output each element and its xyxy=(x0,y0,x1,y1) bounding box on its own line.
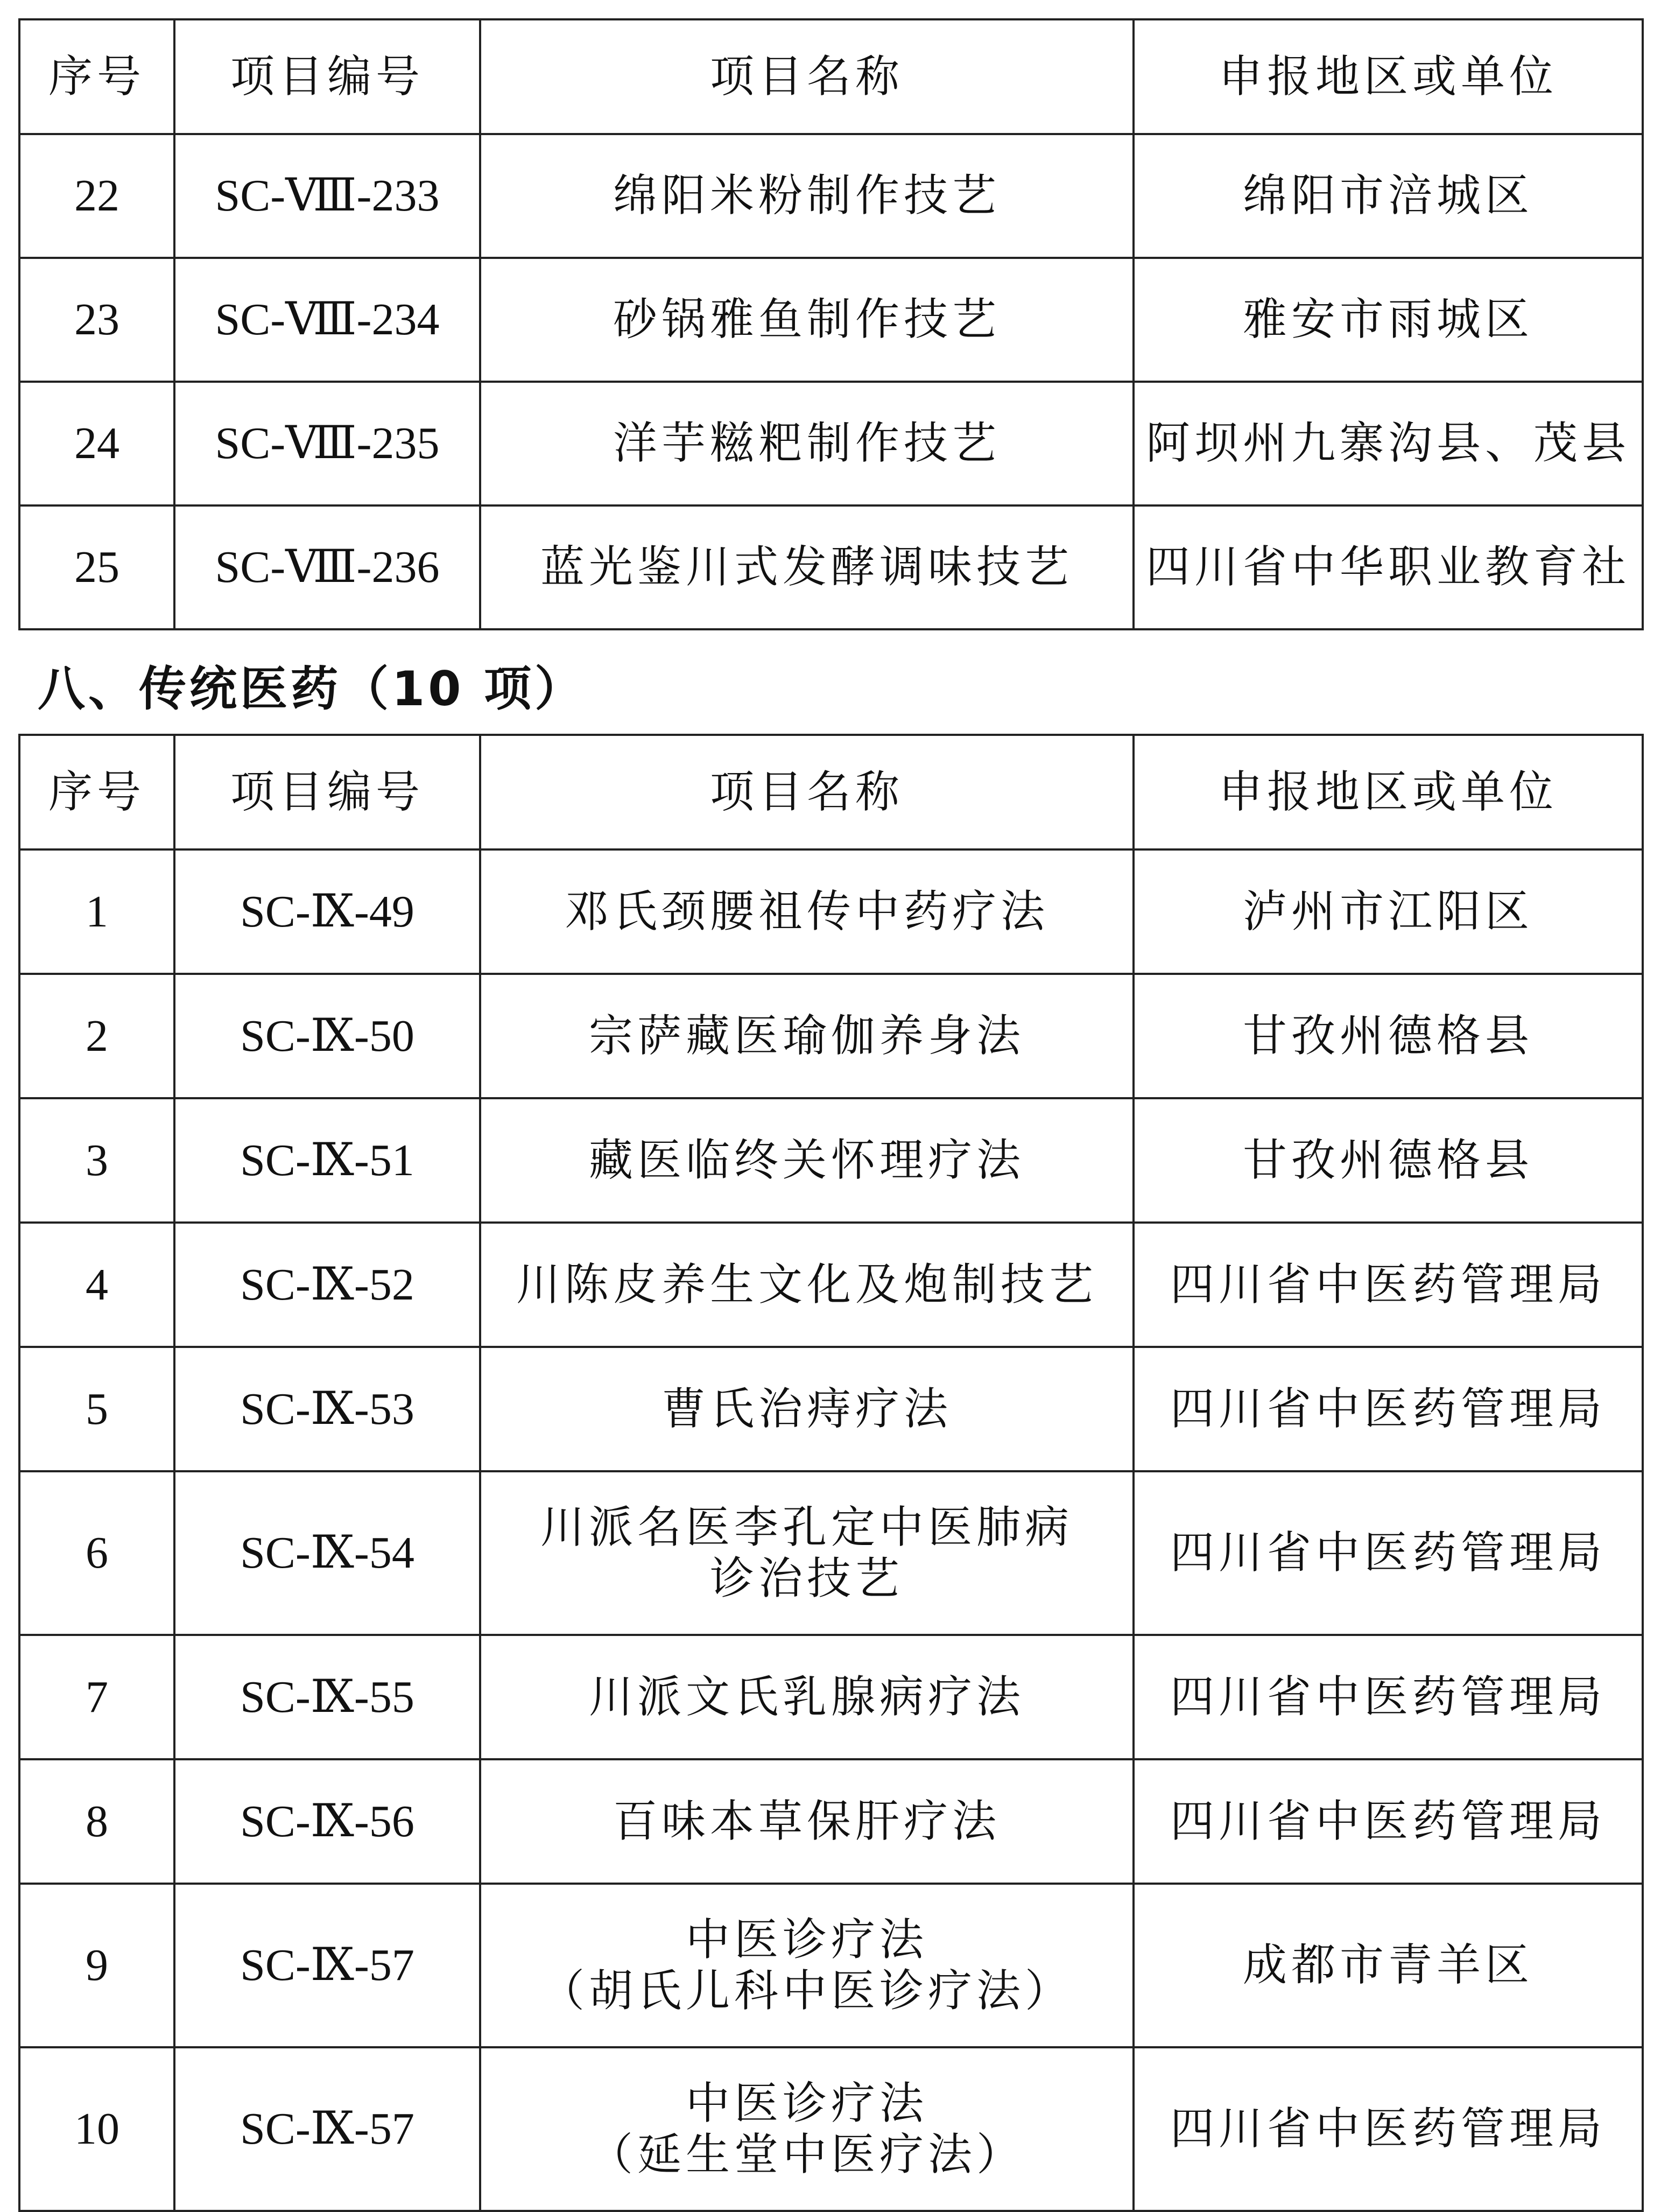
row-seq: 3 xyxy=(19,1098,174,1223)
table-row xyxy=(19,505,1643,629)
row-name xyxy=(480,974,1134,1098)
table-row xyxy=(19,1347,1643,1471)
row-area: 四川省中医药管理局 xyxy=(1134,1471,1643,1635)
row-area: 甘孜州德格县 xyxy=(1134,1098,1643,1223)
row-seq: 6 xyxy=(19,1471,174,1635)
row-code: SC-Ⅷ-234 xyxy=(174,258,480,382)
row-seq: 7 xyxy=(19,1635,174,1759)
row-seq: 2 xyxy=(19,974,174,1098)
row-name xyxy=(480,1098,1134,1223)
table-row xyxy=(19,974,1643,1098)
row-seq: 9 xyxy=(19,1884,174,2047)
row-name-line: （延生堂中医疗法） xyxy=(588,2129,1025,2180)
header-code: 项目编号 xyxy=(174,19,480,134)
row-name-line: 砂锅雅鱼制作技艺 xyxy=(613,294,1001,346)
row-name-line: （胡氏儿科中医诊疗法） xyxy=(540,1965,1073,2017)
row-name xyxy=(480,134,1134,258)
table-row xyxy=(19,1635,1643,1759)
row-code: SC-Ⅸ-57 xyxy=(174,1884,480,2047)
table-row xyxy=(19,1223,1643,1347)
row-area: 甘孜州德格县 xyxy=(1134,974,1643,1098)
row-name xyxy=(480,1884,1134,2047)
table-row xyxy=(19,1471,1643,1635)
table-row xyxy=(19,134,1643,258)
row-code: SC-Ⅸ-56 xyxy=(174,1759,480,1884)
row-code: SC-Ⅸ-55 xyxy=(174,1635,480,1759)
table-row xyxy=(19,382,1643,505)
header-name: 项目名称 xyxy=(480,735,1134,849)
row-code: SC-Ⅷ-236 xyxy=(174,505,480,629)
row-seq: 1 xyxy=(19,849,174,974)
table-header-row xyxy=(19,735,1643,849)
table-row xyxy=(19,2047,1643,2211)
row-name-line: 诊治技艺 xyxy=(709,1553,904,1604)
traditional-medicine-table xyxy=(18,734,1644,2212)
row-name xyxy=(480,1223,1134,1347)
row-area: 四川省中医药管理局 xyxy=(1134,2047,1643,2211)
row-area: 泸州市江阳区 xyxy=(1134,849,1643,974)
row-name-line: 中医诊疗法 xyxy=(685,2077,928,2129)
food-techniques-table xyxy=(18,18,1644,630)
row-name xyxy=(480,1471,1134,1635)
table-header-row xyxy=(19,19,1643,134)
header-name: 项目名称 xyxy=(480,19,1134,134)
row-area: 四川省中医药管理局 xyxy=(1134,1347,1643,1471)
row-name xyxy=(480,382,1134,505)
row-name-line: 川派名医李孔定中医肺病 xyxy=(540,1501,1073,1553)
row-area: 雅安市雨城区 xyxy=(1134,258,1643,382)
row-area: 四川省中医药管理局 xyxy=(1134,1759,1643,1884)
row-area: 四川省中医药管理局 xyxy=(1134,1635,1643,1759)
row-name xyxy=(480,505,1134,629)
row-seq: 25 xyxy=(19,505,174,629)
row-name-line: 中医诊疗法 xyxy=(685,1914,928,1965)
row-area: 四川省中医药管理局 xyxy=(1134,1223,1643,1347)
table-row xyxy=(19,258,1643,382)
header-seq: 序号 xyxy=(19,735,174,849)
row-name xyxy=(480,1347,1134,1471)
row-code: SC-Ⅸ-52 xyxy=(174,1223,480,1347)
header-code: 项目编号 xyxy=(174,735,480,849)
row-area: 四川省中华职业教育社 xyxy=(1134,505,1643,629)
row-code: SC-Ⅷ-235 xyxy=(174,382,480,505)
row-name-line: 川陈皮养生文化及炮制技艺 xyxy=(516,1259,1097,1310)
section-heading: 八、传统医药（10 项） xyxy=(38,661,586,717)
row-name-line: 宗萨藏医瑜伽养身法 xyxy=(588,1010,1025,1062)
row-name-line: 百味本草保肝疗法 xyxy=(613,1795,1001,1847)
row-name xyxy=(480,258,1134,382)
table-row xyxy=(19,1098,1643,1223)
row-code: SC-Ⅸ-53 xyxy=(174,1347,480,1471)
row-area: 阿坝州九寨沟县、茂县 xyxy=(1134,382,1643,505)
row-name xyxy=(480,1759,1134,1884)
row-area: 绵阳市涪城区 xyxy=(1134,134,1643,258)
table-row xyxy=(19,1759,1643,1884)
row-code: SC-Ⅸ-50 xyxy=(174,974,480,1098)
row-name-line: 洋芋糍粑制作技艺 xyxy=(613,418,1001,469)
row-seq: 4 xyxy=(19,1223,174,1347)
row-name-line: 藏医临终关怀理疗法 xyxy=(588,1134,1025,1186)
row-seq: 22 xyxy=(19,134,174,258)
row-seq: 8 xyxy=(19,1759,174,1884)
header-area: 申报地区或单位 xyxy=(1134,735,1643,849)
row-seq: 23 xyxy=(19,258,174,382)
row-seq: 24 xyxy=(19,382,174,505)
row-code: SC-Ⅸ-54 xyxy=(174,1471,480,1635)
table-row xyxy=(19,849,1643,974)
header-seq: 序号 xyxy=(19,19,174,134)
row-name xyxy=(480,849,1134,974)
row-code: SC-Ⅸ-51 xyxy=(174,1098,480,1223)
row-name-line: 川派文氏乳腺病疗法 xyxy=(588,1671,1025,1723)
table-row xyxy=(19,1884,1643,2047)
row-code: SC-Ⅸ-49 xyxy=(174,849,480,974)
row-name-line: 蓝光鉴川式发酵调味技艺 xyxy=(540,542,1073,593)
row-name xyxy=(480,1635,1134,1759)
row-code: SC-Ⅸ-57 xyxy=(174,2047,480,2211)
row-name xyxy=(480,2047,1134,2211)
row-name-line: 曹氏治痔疗法 xyxy=(661,1383,952,1435)
row-area: 成都市青羊区 xyxy=(1134,1884,1643,2047)
row-seq: 10 xyxy=(19,2047,174,2211)
row-seq: 5 xyxy=(19,1347,174,1471)
row-name-line: 绵阳米粉制作技艺 xyxy=(613,170,1001,222)
header-area: 申报地区或单位 xyxy=(1134,19,1643,134)
row-name-line: 邓氏颈腰祖传中药疗法 xyxy=(564,886,1049,937)
row-code: SC-Ⅷ-233 xyxy=(174,134,480,258)
